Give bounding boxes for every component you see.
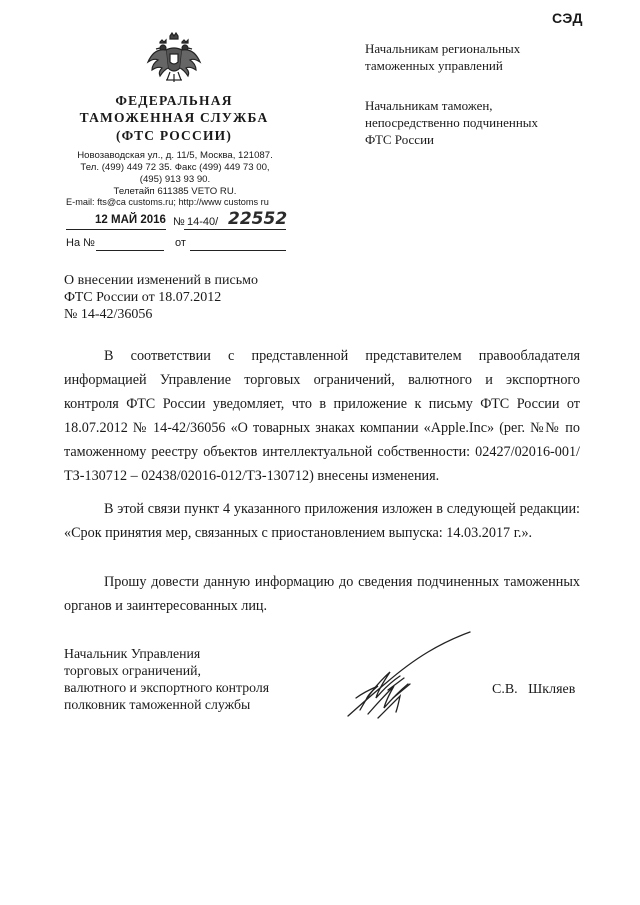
org-phone-line2: (495) 913 93 90. <box>139 174 211 185</box>
subject-line2: ФТС России от 18.07.2012 <box>64 290 222 305</box>
registration-number-handwritten: 22552 <box>228 209 288 229</box>
coat-of-arms-emblem <box>146 32 202 86</box>
document-stamp-sed: СЭД <box>552 10 584 26</box>
org-address-line1: Новозаводская ул., д. 11/5, Москва, 121087. <box>77 150 273 161</box>
registration-date: 12 МАЙ 2016 <box>95 214 166 226</box>
recipient-line1: Начальникам региональных <box>365 41 521 56</box>
signatory-title-line4: полковник таможенной службы <box>64 697 251 712</box>
reply-to-number-label: На № <box>66 237 95 249</box>
handwritten-signature-icon <box>338 628 488 723</box>
recipient-line4: непосредственно подчиненных <box>365 115 539 130</box>
org-name-line3: (ФТС РОССИИ) <box>115 128 233 143</box>
recipient-line2: таможенных управлений <box>365 58 503 73</box>
subject-line1: О внесении изменений в письмо <box>64 273 258 288</box>
signatory-title-line2: торговых ограничений, <box>64 663 201 678</box>
body-paragraph-3: Прошу довести данную информацию до сведения подчиненных таможенных органов и заинтересованных лиц. <box>64 574 580 614</box>
body-paragraph-1: В соответствии с представленной представителем правообладателя информацией Управление торговых ограничений, валютного и экспортного контроля ФТС России уведомляет, что в приложение к письму ФТС России от 18.07.2012 № 14-42/36056 «О товарных знаках компании «Apple.Inc» (рег. №№ по таможенному реестру объектов интеллектуальной собственности: 02427/02016-001/ТЗ-130712 – 02438/02016-012/ТЗ-130712) внесены изменения. <box>64 348 580 484</box>
org-email-line: E-mail: fts@ca customs.ru; http://www customs ru <box>66 197 269 207</box>
signatory-name: С.В. Шкляев <box>492 682 576 697</box>
registration-number-prefix: 14-40/ <box>187 216 219 228</box>
recipient-line5: ФТС России <box>365 132 434 147</box>
registration-number-label: № <box>173 216 185 228</box>
subject-line3: № 14-42/36056 <box>64 307 153 322</box>
signatory-title-line1: Начальник Управления <box>64 646 201 661</box>
org-name-line2: ТАМОЖЕННАЯ СЛУЖБА <box>79 110 269 125</box>
recipient-line3: Начальникам таможен, <box>365 98 493 113</box>
org-teletype-line: Телетайп 611385 VETO RU. <box>113 186 237 197</box>
body-paragraph-2: В этой связи пункт 4 указанного приложения изложен в следующей редакции: «Срок принятия мер, связанных с приостановлением выпуска: 14.03.2017 г.». <box>64 501 580 541</box>
org-name-line1: ФЕДЕРАЛЬНАЯ <box>115 93 233 108</box>
org-phone-line: Тел. (499) 449 72 35. Факс (499) 449 73 00, <box>80 162 270 173</box>
signatory-title-line3: валютного и экспортного контроля <box>64 680 270 695</box>
reply-to-date-label: от <box>175 237 186 249</box>
double-headed-eagle-icon <box>146 32 202 86</box>
